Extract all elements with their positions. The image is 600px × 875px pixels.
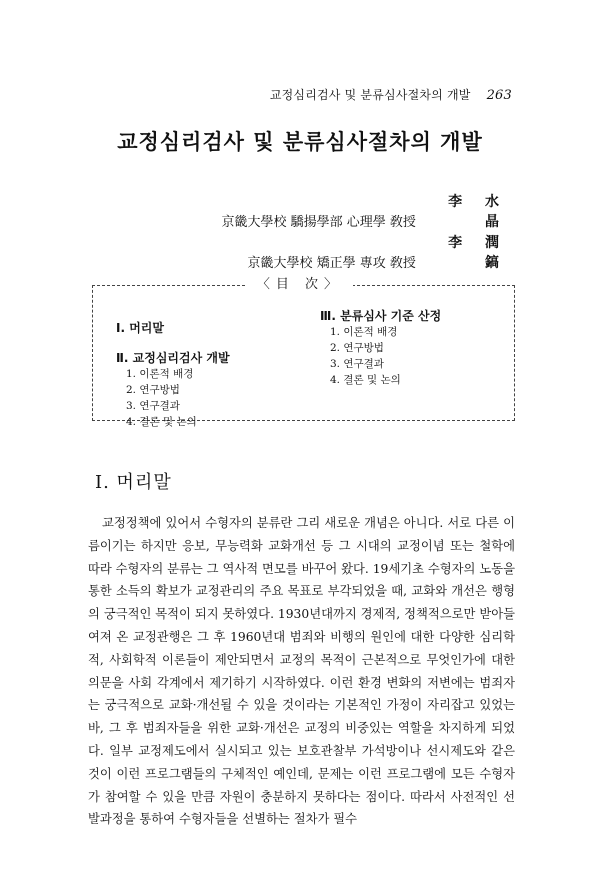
author-block (221, 192, 508, 274)
toc-label-text: 〈目 次〉 (247, 277, 353, 292)
toc-item: 3. 연구결과 (330, 358, 384, 370)
toc-column-right (320, 308, 441, 388)
body-text (88, 512, 515, 831)
running-head-title: 교정심리검사 및 분류심사절차의 개발 (269, 88, 471, 102)
body-paragraph: 교정정책에 있어서 수형자의 분류란 그리 새로운 개념은 아니다. 서로 다른 이름이기는 하지만 응보, 무능력화 교화개선 등 그 시대의 교정이념 또는 철학에 따라 수형자의 분류는 그 역사적 면모를 바꾸어 왔다. 19세기초 수형자의 노동을 통한 소득의 확보가 교정관리의 주요 목표로 부각되었을 때, 교화와 개선은 행형의 궁극적인 목적이 되지 못하였다. 1930년대까지 경제적, 정책적으로만 받아들여져 온 교정관행은 그 후 1960년대 범죄와 비행의 원인에 대한 다양한 심리학적, 사회학적 이론들이 제안되면서 교정의 목적이 근본적으로 무엇인가에 대한 의문을 사회 각계에서 제기하기 시작하였다. 이런 환경 변화의 저변에는 범죄자는 궁극적으로 교화·개선될 수 있을 것이라는 기본적인 가정이 자리잡고 있었는 바, 그 후 범죄자들을 위한 교화·개선은 교정의 비중있는 역할을 차지하게 되었다. 일부 교정제도에서 실시되고 있는 보호관찰부 가석방이나 선시제도와 같은 것이 이런 프로그램들의 구체적인 예인데, 문제는 이런 프로그램에 모든 수형자가 참여할 수 있을 만큼 자원이 충분하지 못하다는 점이다. 따라서 사전적인 선발과정을 통하여 수형자들을 선별하는 절차가 필수 (88, 516, 515, 827)
toc-item: 4. 결론 및 논의 (126, 416, 197, 428)
page-number: 263 (486, 88, 512, 103)
toc-item: 4. 결론 및 논의 (330, 374, 401, 386)
toc-section: Ⅱ. 교정심리검사 개발 (116, 351, 230, 365)
toc-section: Ⅲ. 분류심사 기준 산정 (320, 309, 442, 323)
toc-item: 1. 이론적 배경 (126, 368, 194, 380)
author-name: 李 潤 鎬 (448, 235, 508, 271)
toc-column-left (116, 320, 230, 430)
author-affiliation: 京畿大學校 驕揚學部 心理學 敎授 (221, 215, 416, 230)
toc-item: 3. 연구결과 (126, 400, 180, 412)
toc-item: 2. 연구방법 (330, 342, 384, 354)
toc-item: 1. 이론적 배경 (330, 326, 398, 338)
toc-item: 2. 연구방법 (126, 384, 180, 396)
author-line (221, 192, 508, 233)
section-heading: Ⅰ. 머리말 (95, 472, 172, 493)
toc-label (0, 273, 600, 292)
author-affiliation: 京畿大學校 矯正學 專攻 敎授 (247, 256, 416, 271)
author-line (221, 233, 508, 274)
running-head (270, 86, 512, 103)
author-name: 李 水 晶 (448, 194, 508, 230)
paper-title: 교정심리검사 및 분류심사절차의 개발 (117, 130, 483, 154)
toc-section: Ⅰ. 머리말 (116, 321, 164, 335)
